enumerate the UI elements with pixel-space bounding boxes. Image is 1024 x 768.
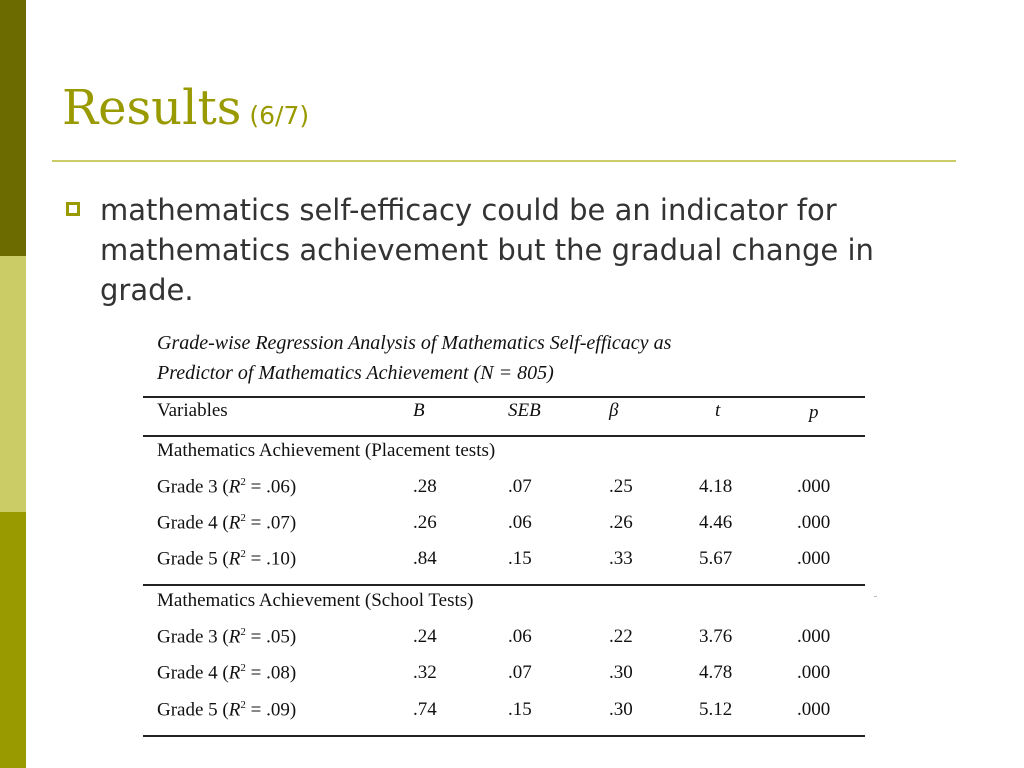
p-value: .000 xyxy=(797,699,831,720)
side-bar-top-segment xyxy=(0,0,26,256)
p-value: .000 xyxy=(797,512,831,533)
seb-value: .15 xyxy=(508,699,532,720)
header-variables: Variables xyxy=(157,400,228,421)
slide-counter: (6/7) xyxy=(249,101,310,130)
table-caption-line-2: Predictor of Mathematics Achievement (N = 805) xyxy=(157,362,554,384)
beta-value: .26 xyxy=(609,512,633,533)
b-value: .32 xyxy=(413,662,437,683)
section-title-placement: Mathematics Achievement (Placement tests) xyxy=(157,440,496,461)
row-label: Grade 3 $(R^2 = .05)$ xyxy=(157,626,297,648)
grade-label: Grade 3 xyxy=(157,476,218,498)
side-bar-middle-segment xyxy=(0,256,26,512)
seb-value: .06 xyxy=(508,626,532,647)
beta-value: .30 xyxy=(609,662,633,683)
bullet-text: mathematics self-efficacy could be an indicator for mathematics achievement but the gradual change in grade. xyxy=(100,193,874,307)
seb-value: .07 xyxy=(508,476,532,497)
r-squared-value: .07 xyxy=(266,512,290,534)
grade-label: Grade 5 xyxy=(157,548,218,570)
r-squared-value: .06 xyxy=(266,476,290,498)
beta-value: .25 xyxy=(609,476,633,497)
grade-label: Grade 4 xyxy=(157,512,218,534)
r-squared-value: .09 xyxy=(266,699,290,721)
scan-artifact-mark xyxy=(874,596,877,597)
table-rule-top xyxy=(143,396,865,398)
grade-label: Grade 5 xyxy=(157,699,218,721)
p-value: .000 xyxy=(797,548,831,569)
section-title-school: Mathematics Achievement (School Tests) xyxy=(157,590,474,611)
slide-title-text: Results xyxy=(62,80,242,136)
header-beta: β xyxy=(609,400,619,421)
t-value: 5.67 xyxy=(699,548,733,569)
beta-value: .33 xyxy=(609,548,633,569)
p-value: .000 xyxy=(797,626,831,647)
b-value: .84 xyxy=(413,548,437,569)
header-p: p xyxy=(809,402,819,423)
t-value: 5.12 xyxy=(699,699,733,720)
t-value: 3.76 xyxy=(699,626,733,647)
row-label: Grade 4 $(R^2 = .07)$ xyxy=(157,512,297,534)
b-value: .28 xyxy=(413,476,437,497)
t-value: 4.78 xyxy=(699,662,733,683)
b-value: .24 xyxy=(413,626,437,647)
table-rule-header xyxy=(143,435,865,437)
beta-value: .22 xyxy=(609,626,633,647)
row-label: Grade 3 $(R^2 = .06)$ xyxy=(157,476,297,498)
grade-label: Grade 4 xyxy=(157,662,218,684)
b-value: .74 xyxy=(413,699,437,720)
beta-value: .30 xyxy=(609,699,633,720)
regression-table xyxy=(143,326,873,740)
t-value: 4.18 xyxy=(699,476,733,497)
r-squared-value: .05 xyxy=(266,626,290,648)
table-rule-bottom xyxy=(143,735,865,737)
square-bullet-icon xyxy=(66,202,80,216)
slide-title xyxy=(62,80,310,136)
p-value: .000 xyxy=(797,476,831,497)
title-underline xyxy=(52,160,956,162)
side-bar-bottom-segment xyxy=(0,512,26,768)
seb-value: .15 xyxy=(508,548,532,569)
header-b: B xyxy=(413,400,425,421)
t-value: 4.46 xyxy=(699,512,733,533)
table-caption-line-1: Grade-wise Regression Analysis of Mathematics Self-efficacy as xyxy=(157,332,672,354)
r-squared-value: .08 xyxy=(266,662,290,684)
row-label: Grade 4 $(R^2 = .08)$ xyxy=(157,662,297,684)
seb-value: .07 xyxy=(508,662,532,683)
table-rule-section xyxy=(143,584,865,586)
row-label: Grade 5 $(R^2 = .10)$ xyxy=(157,548,297,570)
bullet-item xyxy=(66,190,946,310)
seb-value: .06 xyxy=(508,512,532,533)
p-value: .000 xyxy=(797,662,831,683)
r-squared-value: .10 xyxy=(266,548,290,570)
grade-label: Grade 3 xyxy=(157,626,218,648)
header-t: t xyxy=(715,400,721,421)
row-label: Grade 5 $(R^2 = .09)$ xyxy=(157,699,297,721)
header-seb: SEB xyxy=(508,400,541,421)
b-value: .26 xyxy=(413,512,437,533)
